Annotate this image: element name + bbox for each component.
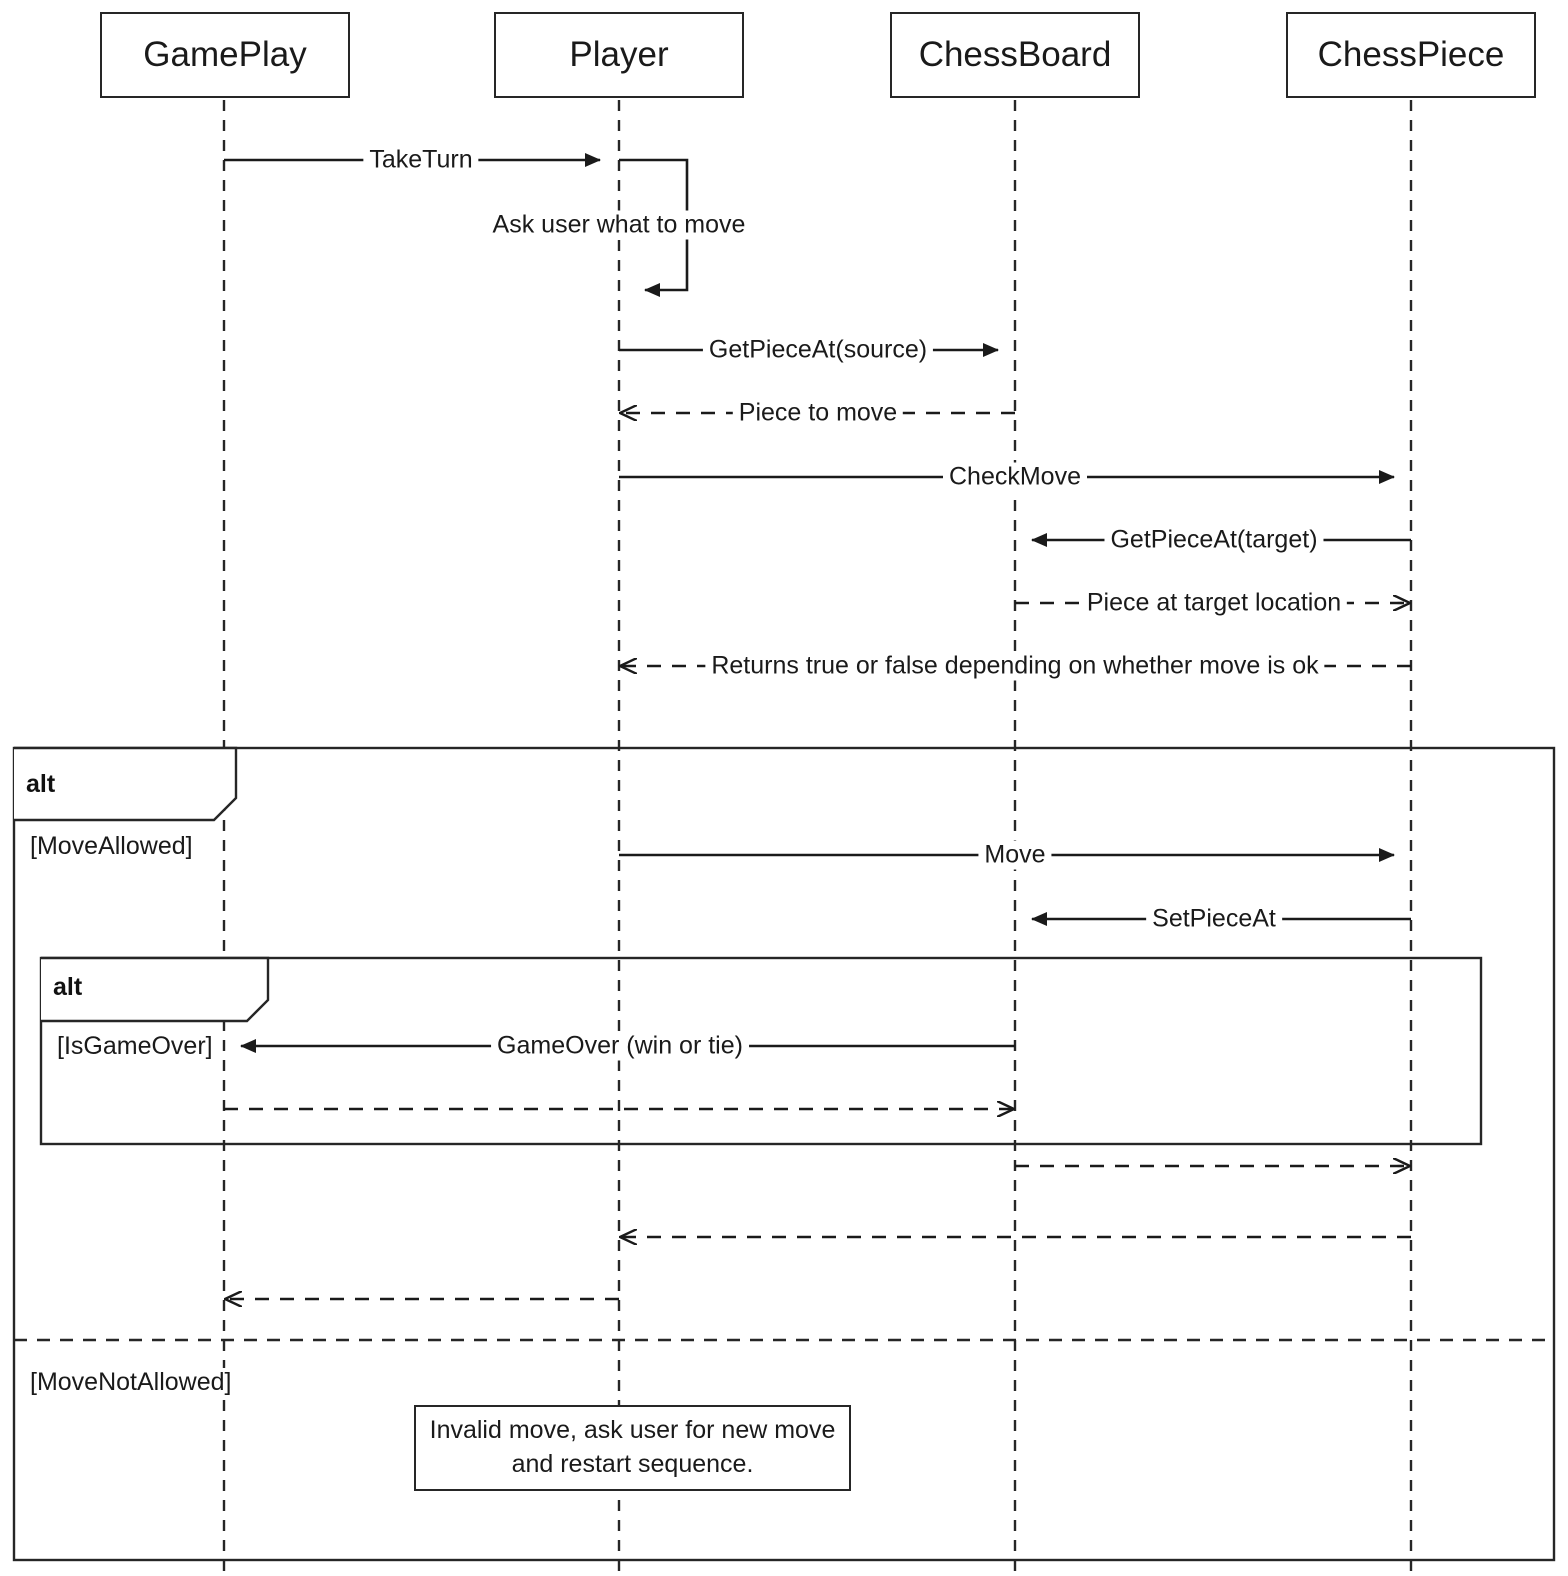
- lifeline-lines: [224, 100, 1411, 1576]
- lifeline-player[interactable]: [494, 12, 744, 98]
- message-label-taketurn: TakeTurn: [363, 146, 478, 175]
- lifeline-chessboard-label: ChessBoard: [918, 35, 1112, 74]
- lifeline-gameplay[interactable]: [100, 12, 350, 98]
- message-label-gameover: GameOver (win or tie): [491, 1032, 749, 1061]
- message-label-getpieceat-target: GetPieceAt(target): [1104, 526, 1323, 555]
- message-label-returns-true-false: Returns true or false depending on whether move is ok: [705, 652, 1324, 681]
- lifeline-chessboard[interactable]: [890, 12, 1140, 98]
- lifeline-chesspiece-label: ChessPiece: [1317, 35, 1505, 74]
- message-label-getpieceat-source: GetPieceAt(source): [703, 336, 933, 365]
- guard-is-game-over: [IsGameOver]: [53, 1032, 217, 1061]
- message-label-move: Move: [978, 841, 1051, 870]
- fragment-alt-inner: [41, 958, 1481, 1144]
- note-invalid-move: [414, 1405, 851, 1491]
- message-label-setpieceat: SetPieceAt: [1146, 905, 1282, 934]
- fragment-alt-inner-keyword: alt: [53, 973, 83, 1001]
- lifeline-gameplay-label: GamePlay: [143, 35, 307, 74]
- message-label-piece-to-move: Piece to move: [733, 399, 903, 428]
- lifeline-player-label: Player: [569, 35, 669, 74]
- message-label-ask-user: Ask user what to move: [487, 211, 752, 240]
- fragment-alt-outer-keyword: alt: [26, 770, 56, 798]
- guard-move-allowed: [MoveAllowed]: [26, 832, 197, 861]
- note-invalid-move-text: Invalid move, ask user for new move and restart sequence.: [429, 1416, 836, 1478]
- message-label-checkmove: CheckMove: [943, 463, 1087, 492]
- message-label-piece-at-target: Piece at target location: [1081, 589, 1347, 618]
- message-arrows: [224, 160, 1411, 1299]
- lifeline-chesspiece[interactable]: [1286, 12, 1536, 98]
- guard-move-not-allowed: [MoveNotAllowed]: [26, 1368, 235, 1397]
